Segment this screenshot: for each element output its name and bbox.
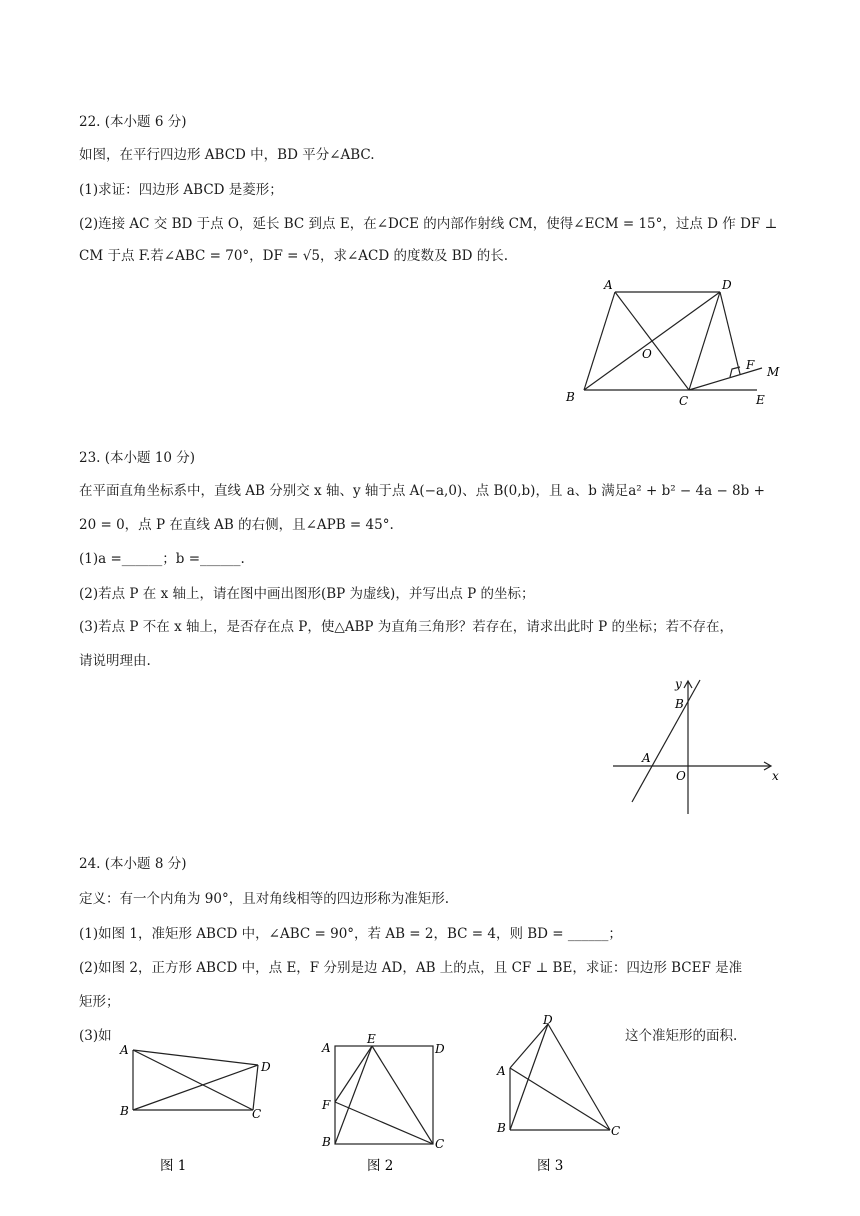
fig3-label-b: B	[497, 1121, 506, 1135]
q23-part1: (1)a =______；b =______.	[79, 551, 245, 567]
q22-label-m: M	[767, 365, 780, 379]
q23-coordinate-figure	[605, 672, 790, 820]
fig1-label-a: A	[120, 1043, 129, 1057]
q23-part3-line2: 请说明理由.	[79, 653, 151, 669]
fig3-label-d: D	[543, 1013, 553, 1027]
fig3-caption: 图 3	[537, 1158, 564, 1174]
fig2-label-d: D	[435, 1042, 445, 1056]
q22-label-c: C	[679, 394, 689, 408]
fig2-label-b: B	[322, 1135, 331, 1149]
q22-label-f: F	[746, 358, 755, 372]
q22-part1: (1)求证：四边形 ABCD 是菱形；	[79, 182, 283, 198]
q23-part2: (2)若点 P 在 x 轴上，请在图中画出图形(BP 为虚线)，并写出点 P 的坐标；	[79, 586, 535, 602]
q22-label-e: E	[756, 393, 765, 407]
fig2-label-a: A	[322, 1041, 331, 1055]
fig2-caption: 图 2	[367, 1158, 394, 1174]
q23-label-b: B	[675, 697, 684, 711]
q24-part3-start: (3)如	[79, 1028, 112, 1044]
fig2-label-e: E	[367, 1032, 376, 1046]
fig2-label-f: F	[322, 1098, 331, 1112]
q22-stem: 如图，在平行四边形 ABCD 中，BD 平分∠ABC.	[79, 147, 375, 163]
q24-part2-line2: 矩形；	[79, 994, 120, 1010]
q23-part3-line1: (3)若点 P 不在 x 轴上，是否存在点 P，使△ABP 为直角三角形？若存在，请求出此时 P 的坐标；若不存在，	[79, 619, 733, 635]
fig3-label-c: C	[611, 1124, 621, 1138]
fig2-label-c: C	[435, 1137, 445, 1151]
q22-label-o: O	[642, 347, 652, 361]
fig1-label-d: D	[261, 1060, 271, 1074]
q23-label-a: A	[642, 751, 651, 765]
q22-label-d: D	[722, 278, 732, 292]
q24-figure-1	[115, 1038, 285, 1178]
q23-stem-line2: 20 = 0，点 P 在直线 AB 的右侧，且∠APB = 45°.	[79, 517, 394, 533]
fig1-label-c: C	[252, 1107, 262, 1121]
q24-title: 24. (本小题 8 分)	[79, 856, 187, 872]
fig1-caption: 图 1	[160, 1158, 187, 1174]
q24-part2-line1: (2)如图 2，正方形 ABCD 中，点 E，F 分别是边 AD，AB 上的点，且 CF ⊥ BE，求证：四边形 BCEF 是准	[79, 960, 743, 976]
q22-label-a: A	[604, 278, 613, 292]
q23-label-o: O	[676, 769, 686, 783]
q24-part3-end: 这个准矩形的面积.	[625, 1028, 738, 1044]
fig3-label-a: A	[497, 1064, 506, 1078]
q22-label-b: B	[566, 390, 575, 404]
q24-definition: 定义：有一个内角为 90°，且对角线相等的四边形称为准矩形.	[79, 891, 450, 907]
fig1-label-b: B	[120, 1104, 129, 1118]
q24-part1: (1)如图 1，准矩形 ABCD 中，∠ABC = 90°，若 AB = 2，BC = 4，则 BD = ______；	[79, 926, 622, 942]
q22-part2-line2: CM 于点 F.若∠ABC = 70°，DF = √5，求∠ACD 的度数及 BD 的长.	[79, 248, 509, 264]
q24-figure-3	[492, 1010, 632, 1180]
q22-figure	[560, 272, 790, 412]
q23-stem-line1: 在平面直角坐标系中，直线 AB 分别交 x 轴、y 轴于点 A(−a,0)、点 B(0,b)，且 a、b 满足a² + b² − 4a − 8b +	[79, 483, 765, 499]
q22-title: 22. (本小题 6 分)	[79, 114, 187, 130]
q23-title: 23. (本小题 10 分)	[79, 450, 196, 466]
q24-figure-2	[318, 1030, 458, 1180]
q22-part2-line1: (2)连接 AC 交 BD 于点 O，延长 BC 到点 E，在∠DCE 的内部作射线 CM，使得∠ECM = 15°，过点 D 作 DF ⊥	[79, 216, 778, 232]
q23-label-x: x	[772, 769, 779, 783]
q23-label-y: y	[675, 677, 682, 691]
